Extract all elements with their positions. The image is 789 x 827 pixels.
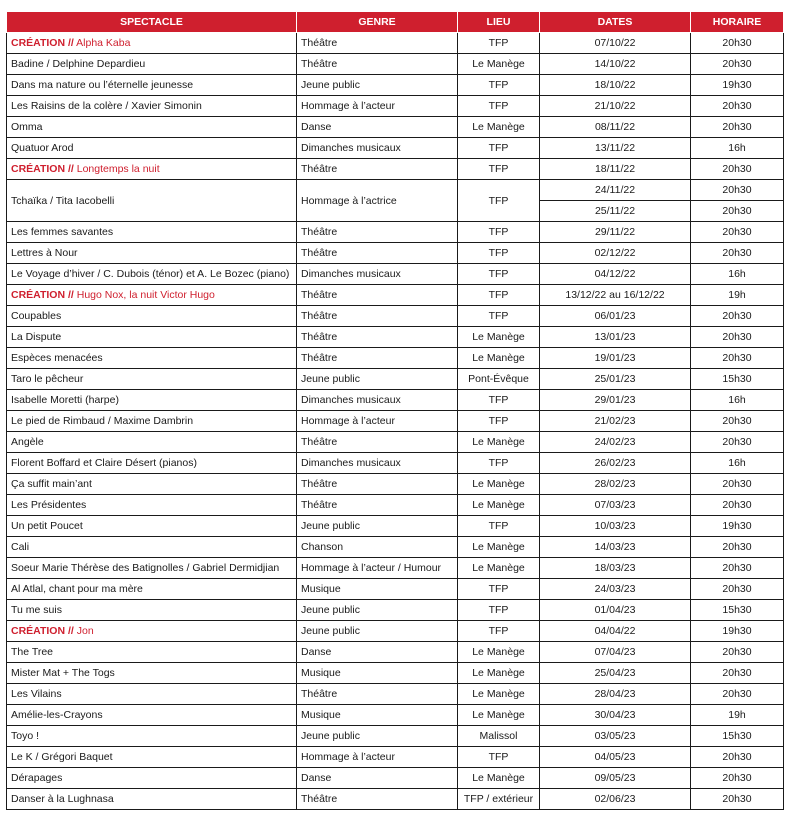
table-row xyxy=(7,621,784,642)
horaire-cell: 19h xyxy=(691,285,784,306)
genre-cell: Théâtre xyxy=(297,432,458,453)
dates-cell: 02/06/23 xyxy=(540,789,691,810)
lieu-cell: Le Manège xyxy=(458,495,540,516)
spectacle-cell xyxy=(7,159,297,180)
lieu-cell: Le Manège xyxy=(458,705,540,726)
genre-cell: Jeune public xyxy=(297,621,458,642)
lieu-cell: Malissol xyxy=(458,726,540,747)
spectacle-cell: Coupables xyxy=(7,306,297,327)
spectacle-cell xyxy=(7,285,297,306)
genre-cell: Théâtre xyxy=(297,327,458,348)
schedule-table xyxy=(6,12,784,810)
genre-cell: Théâtre xyxy=(297,306,458,327)
table-row xyxy=(7,705,784,726)
lieu-cell: TFP xyxy=(458,33,540,54)
lieu-cell: Le Manège xyxy=(458,54,540,75)
lieu-cell: TFP xyxy=(458,75,540,96)
table-row xyxy=(7,243,784,264)
dates-cell: 13/01/23 xyxy=(540,327,691,348)
lieu-cell: TFP xyxy=(458,411,540,432)
horaire-cell: 20h30 xyxy=(691,327,784,348)
header-genre: GENRE xyxy=(297,12,458,33)
horaire-cell: 16h xyxy=(691,264,784,285)
dates-cell: 09/05/23 xyxy=(540,768,691,789)
dates-cell: 29/11/22 xyxy=(540,222,691,243)
horaire-cell: 20h30 xyxy=(691,54,784,75)
spectacle-title: Hugo Nox, la nuit Victor Hugo xyxy=(76,289,215,301)
genre-cell: Théâtre xyxy=(297,495,458,516)
genre-cell: Théâtre xyxy=(297,285,458,306)
genre-cell: Hommage à l’acteur xyxy=(297,747,458,768)
table-row xyxy=(7,432,784,453)
horaire-cell: 20h30 xyxy=(691,96,784,117)
genre-cell: Jeune public xyxy=(297,600,458,621)
genre-cell: Dimanches musicaux xyxy=(297,453,458,474)
table-row xyxy=(7,264,784,285)
dates-cell: 08/11/22 xyxy=(540,117,691,138)
lieu-cell: Le Manège xyxy=(458,663,540,684)
spectacle-cell: Florent Boffard et Claire Désert (pianos) xyxy=(7,453,297,474)
spectacle-cell: Le K / Grégori Baquet xyxy=(7,747,297,768)
table-row xyxy=(7,558,784,579)
table-row xyxy=(7,516,784,537)
spectacle-cell: Angèle xyxy=(7,432,297,453)
spectacle-cell: Le pied de Rimbaud / Maxime Dambrin xyxy=(7,411,297,432)
dates-cell: 14/03/23 xyxy=(540,537,691,558)
horaire-cell: 20h30 xyxy=(691,558,784,579)
genre-cell: Hommage à l’acteur / Humour xyxy=(297,558,458,579)
spectacle-cell: Al Atlal, chant pour ma mère xyxy=(7,579,297,600)
table-row xyxy=(7,159,784,180)
lieu-cell: Le Manège xyxy=(458,327,540,348)
genre-cell: Théâtre xyxy=(297,33,458,54)
genre-cell: Hommage à l’acteur xyxy=(297,96,458,117)
lieu-cell: Le Manège xyxy=(458,474,540,495)
horaire-cell: 15h30 xyxy=(691,369,784,390)
spectacle-title: Longtemps la nuit xyxy=(76,163,160,175)
creation-tag: CRÉATION // xyxy=(11,289,74,301)
genre-cell: Théâtre xyxy=(297,474,458,495)
lieu-cell: TFP xyxy=(458,453,540,474)
dates-cell: 24/03/23 xyxy=(540,579,691,600)
genre-cell: Théâtre xyxy=(297,243,458,264)
genre-cell: Jeune public xyxy=(297,516,458,537)
dates-cell: 21/02/23 xyxy=(540,411,691,432)
dates-cell: 25/11/22 xyxy=(540,201,691,222)
genre-cell: Jeune public xyxy=(297,369,458,390)
genre-cell: Dimanches musicaux xyxy=(297,390,458,411)
table-row xyxy=(7,117,784,138)
horaire-cell: 15h30 xyxy=(691,600,784,621)
table-body xyxy=(7,33,784,810)
table-row xyxy=(7,663,784,684)
horaire-cell: 19h30 xyxy=(691,516,784,537)
table-row xyxy=(7,327,784,348)
lieu-cell: TFP xyxy=(458,180,540,222)
dates-cell: 02/12/22 xyxy=(540,243,691,264)
table-row xyxy=(7,495,784,516)
lieu-cell: TFP xyxy=(458,285,540,306)
lieu-cell: Le Manège xyxy=(458,642,540,663)
header-spectacle: SPECTACLE xyxy=(7,12,297,33)
lieu-cell: TFP xyxy=(458,306,540,327)
table-row xyxy=(7,684,784,705)
dates-cell: 04/04/22 xyxy=(540,621,691,642)
genre-cell: Musique xyxy=(297,663,458,684)
table-header xyxy=(7,12,784,33)
spectacle-cell: Mister Mat + The Togs xyxy=(7,663,297,684)
header-row xyxy=(7,12,784,33)
table-row xyxy=(7,537,784,558)
spectacle-title: Jon xyxy=(76,625,94,637)
lieu-cell: Le Manège xyxy=(458,432,540,453)
dates-cell: 07/10/22 xyxy=(540,33,691,54)
lieu-cell: Pont-Évêque xyxy=(458,369,540,390)
genre-cell: Danse xyxy=(297,117,458,138)
horaire-cell: 20h30 xyxy=(691,432,784,453)
horaire-cell: 20h30 xyxy=(691,159,784,180)
spectacle-cell: Amélie-les-Crayons xyxy=(7,705,297,726)
horaire-cell: 20h30 xyxy=(691,33,784,54)
spectacle-cell: Les Présidentes xyxy=(7,495,297,516)
spectacle-title: Alpha Kaba xyxy=(76,37,131,49)
horaire-cell: 20h30 xyxy=(691,474,784,495)
horaire-cell: 19h30 xyxy=(691,621,784,642)
table-row xyxy=(7,33,784,54)
dates-cell: 19/01/23 xyxy=(540,348,691,369)
spectacle-cell xyxy=(7,33,297,54)
lieu-cell: TFP xyxy=(458,579,540,600)
spectacle-cell: Isabelle Moretti (harpe) xyxy=(7,390,297,411)
spectacle-cell: Taro le pêcheur xyxy=(7,369,297,390)
table-row xyxy=(7,726,784,747)
dates-cell: 18/11/22 xyxy=(540,159,691,180)
spectacle-cell: Soeur Marie Thérèse des Batignolles / Gabriel Dermidjian xyxy=(7,558,297,579)
genre-cell: Théâtre xyxy=(297,159,458,180)
dates-cell: 21/10/22 xyxy=(540,96,691,117)
table-row xyxy=(7,453,784,474)
horaire-cell: 20h30 xyxy=(691,642,784,663)
header-dates: DATES xyxy=(540,12,691,33)
table-row xyxy=(7,138,784,159)
genre-cell: Théâtre xyxy=(297,348,458,369)
table-row xyxy=(7,579,784,600)
dates-cell: 13/11/22 xyxy=(540,138,691,159)
lieu-cell: Le Manège xyxy=(458,558,540,579)
horaire-cell: 16h xyxy=(691,390,784,411)
genre-cell: Chanson xyxy=(297,537,458,558)
spectacle-cell: Le Voyage d’hiver / C. Dubois (ténor) et A. Le Bozec (piano) xyxy=(7,264,297,285)
dates-cell: 07/04/23 xyxy=(540,642,691,663)
horaire-cell: 20h30 xyxy=(691,789,784,810)
dates-cell: 06/01/23 xyxy=(540,306,691,327)
table-row xyxy=(7,474,784,495)
genre-cell: Théâtre xyxy=(297,222,458,243)
spectacle-cell: Badine / Delphine Depardieu xyxy=(7,54,297,75)
spectacle-cell: Les Raisins de la colère / Xavier Simonin xyxy=(7,96,297,117)
horaire-cell: 19h xyxy=(691,705,784,726)
table-row xyxy=(7,411,784,432)
dates-cell: 14/10/22 xyxy=(540,54,691,75)
lieu-cell: TFP xyxy=(458,516,540,537)
dates-cell: 29/01/23 xyxy=(540,390,691,411)
spectacle-cell: Un petit Poucet xyxy=(7,516,297,537)
lieu-cell: TFP xyxy=(458,222,540,243)
genre-cell: Théâtre xyxy=(297,684,458,705)
spectacle-cell: Omma xyxy=(7,117,297,138)
horaire-cell: 20h30 xyxy=(691,579,784,600)
genre-cell: Musique xyxy=(297,579,458,600)
table-row xyxy=(7,600,784,621)
horaire-cell: 20h30 xyxy=(691,117,784,138)
dates-cell: 04/12/22 xyxy=(540,264,691,285)
lieu-cell: Le Manège xyxy=(458,684,540,705)
table-row xyxy=(7,96,784,117)
dates-cell: 07/03/23 xyxy=(540,495,691,516)
table-row xyxy=(7,747,784,768)
lieu-cell: TFP xyxy=(458,159,540,180)
spectacle-cell: Danser à la Lughnasa xyxy=(7,789,297,810)
lieu-cell: TFP xyxy=(458,600,540,621)
creation-tag: CRÉATION // xyxy=(11,37,74,49)
spectacle-cell: Toyo ! xyxy=(7,726,297,747)
dates-cell: 24/11/22 xyxy=(540,180,691,201)
spectacle-cell: Les femmes savantes xyxy=(7,222,297,243)
horaire-cell: 20h30 xyxy=(691,222,784,243)
spectacle-cell: Tchaïka / Tita Iacobelli xyxy=(7,180,297,222)
horaire-cell: 20h30 xyxy=(691,663,784,684)
lieu-cell: Le Manège xyxy=(458,348,540,369)
genre-cell: Hommage à l’acteur xyxy=(297,411,458,432)
lieu-cell: TFP xyxy=(458,96,540,117)
genre-cell: Hommage à l’actrice xyxy=(297,180,458,222)
table-row xyxy=(7,348,784,369)
lieu-cell: TFP xyxy=(458,390,540,411)
horaire-cell: 20h30 xyxy=(691,201,784,222)
table-row xyxy=(7,789,784,810)
spectacle-cell xyxy=(7,621,297,642)
table-row xyxy=(7,75,784,96)
dates-cell: 28/04/23 xyxy=(540,684,691,705)
lieu-cell: TFP xyxy=(458,264,540,285)
dates-cell: 24/02/23 xyxy=(540,432,691,453)
dates-cell: 25/04/23 xyxy=(540,663,691,684)
dates-cell: 13/12/22 au 16/12/22 xyxy=(540,285,691,306)
lieu-cell: TFP xyxy=(458,621,540,642)
genre-cell: Dimanches musicaux xyxy=(297,138,458,159)
horaire-cell: 20h30 xyxy=(691,537,784,558)
spectacle-cell: Cali xyxy=(7,537,297,558)
genre-cell: Jeune public xyxy=(297,75,458,96)
dates-cell: 26/02/23 xyxy=(540,453,691,474)
horaire-cell: 16h xyxy=(691,453,784,474)
spectacle-cell: The Tree xyxy=(7,642,297,663)
table-row xyxy=(7,768,784,789)
dates-cell: 18/10/22 xyxy=(540,75,691,96)
table-row xyxy=(7,54,784,75)
genre-cell: Danse xyxy=(297,768,458,789)
spectacle-cell: La Dispute xyxy=(7,327,297,348)
dates-cell: 04/05/23 xyxy=(540,747,691,768)
horaire-cell: 20h30 xyxy=(691,306,784,327)
horaire-cell: 15h30 xyxy=(691,726,784,747)
horaire-cell: 20h30 xyxy=(691,348,784,369)
table-row xyxy=(7,369,784,390)
horaire-cell: 20h30 xyxy=(691,243,784,264)
lieu-cell: Le Manège xyxy=(458,117,540,138)
dates-cell: 30/04/23 xyxy=(540,705,691,726)
table-row xyxy=(7,390,784,411)
creation-tag: CRÉATION // xyxy=(11,625,74,637)
dates-cell: 28/02/23 xyxy=(540,474,691,495)
horaire-cell: 20h30 xyxy=(691,180,784,201)
lieu-cell: Le Manège xyxy=(458,768,540,789)
table-row xyxy=(7,222,784,243)
horaire-cell: 20h30 xyxy=(691,411,784,432)
spectacle-cell: Lettres à Nour xyxy=(7,243,297,264)
table-row xyxy=(7,306,784,327)
genre-cell: Dimanches musicaux xyxy=(297,264,458,285)
header-horaire: HORAIRE xyxy=(691,12,784,33)
table-row xyxy=(7,180,784,201)
table-row xyxy=(7,642,784,663)
genre-cell: Danse xyxy=(297,642,458,663)
horaire-cell: 20h30 xyxy=(691,747,784,768)
dates-cell: 25/01/23 xyxy=(540,369,691,390)
genre-cell: Théâtre xyxy=(297,789,458,810)
dates-cell: 01/04/23 xyxy=(540,600,691,621)
horaire-cell: 16h xyxy=(691,138,784,159)
lieu-cell: TFP xyxy=(458,747,540,768)
dates-cell: 10/03/23 xyxy=(540,516,691,537)
genre-cell: Musique xyxy=(297,705,458,726)
lieu-cell: TFP xyxy=(458,138,540,159)
spectacle-cell: Tu me suis xyxy=(7,600,297,621)
lieu-cell: TFP xyxy=(458,243,540,264)
horaire-cell: 20h30 xyxy=(691,684,784,705)
dates-cell: 18/03/23 xyxy=(540,558,691,579)
genre-cell: Théâtre xyxy=(297,54,458,75)
lieu-cell: TFP / extérieur xyxy=(458,789,540,810)
table-row xyxy=(7,285,784,306)
spectacle-cell: Ça suffit main’ant xyxy=(7,474,297,495)
horaire-cell: 20h30 xyxy=(691,768,784,789)
spectacle-cell: Dans ma nature ou l’éternelle jeunesse xyxy=(7,75,297,96)
dates-cell: 03/05/23 xyxy=(540,726,691,747)
spectacle-cell: Les Vilains xyxy=(7,684,297,705)
header-lieu: LIEU xyxy=(458,12,540,33)
genre-cell: Jeune public xyxy=(297,726,458,747)
horaire-cell: 19h30 xyxy=(691,75,784,96)
lieu-cell: Le Manège xyxy=(458,537,540,558)
spectacle-cell: Quatuor Arod xyxy=(7,138,297,159)
creation-tag: CRÉATION // xyxy=(11,163,74,175)
spectacle-cell: Espèces menacées xyxy=(7,348,297,369)
spectacle-cell: Dérapages xyxy=(7,768,297,789)
horaire-cell: 20h30 xyxy=(691,495,784,516)
